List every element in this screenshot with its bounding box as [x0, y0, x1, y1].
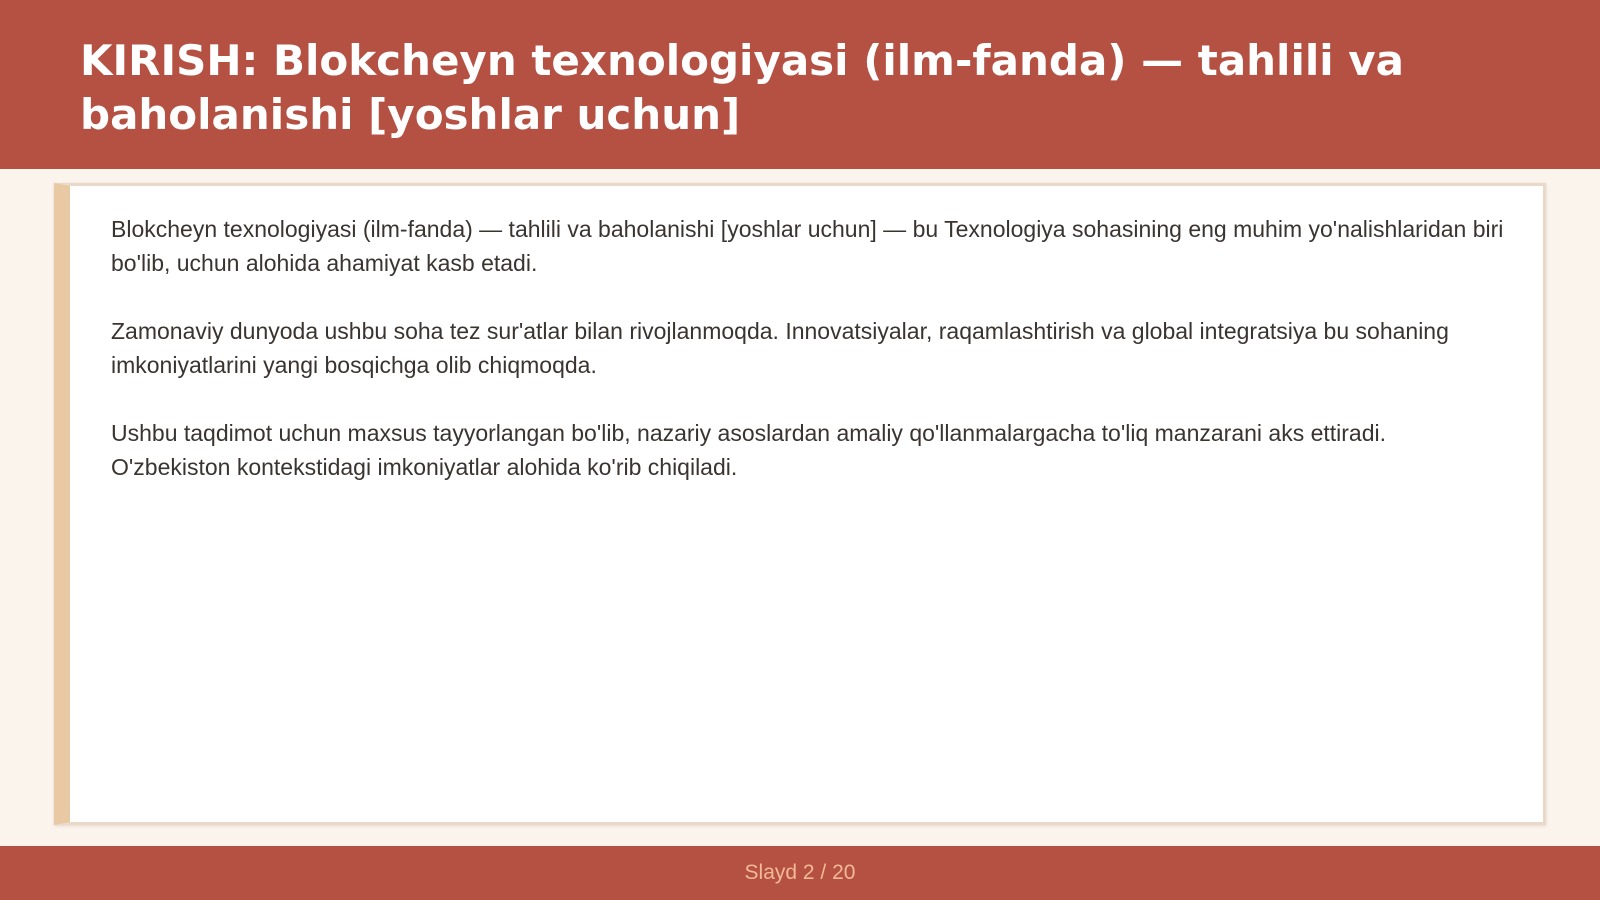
slide-body: [111, 212, 1511, 518]
paragraph-presentation-scope: Ushbu taqdimot uchun maxsus tayyorlangan bo'lib, nazariy asoslardan amaliy qo'llanmalargacha to'liq manzarani aks ettiradi. O'zbekiston kontekstidagi imkoniyatlar alohida ko'rib chiqiladi.: [111, 420, 1387, 480]
slide-title: KIRISH: Blokcheyn texnologiyasi (ilm-fanda) — tahlili va baholanishi [yoshlar uchun]: [80, 36, 1404, 139]
paragraph-intro: Blokcheyn texnologiyasi (ilm-fanda) — tahlili va baholanishi [yoshlar uchun] — bu Texnologiya sohasining eng muhim yo'nalishlaridan biri bo'lib, uchun alohida ahamiyat kasb etadi.: [111, 216, 1504, 276]
paragraph-modern-world: Zamonaviy dunyoda ushbu soha tez sur'atlar bilan rivojlanmoqda. Innovatsiyalar, raqamlashtirish va global integratsiya bu sohaning imkoniyatlarini yangi bosqichga olib chiqmoqda.: [111, 318, 1449, 378]
slide-number: Slayd 2 / 20: [744, 861, 856, 884]
